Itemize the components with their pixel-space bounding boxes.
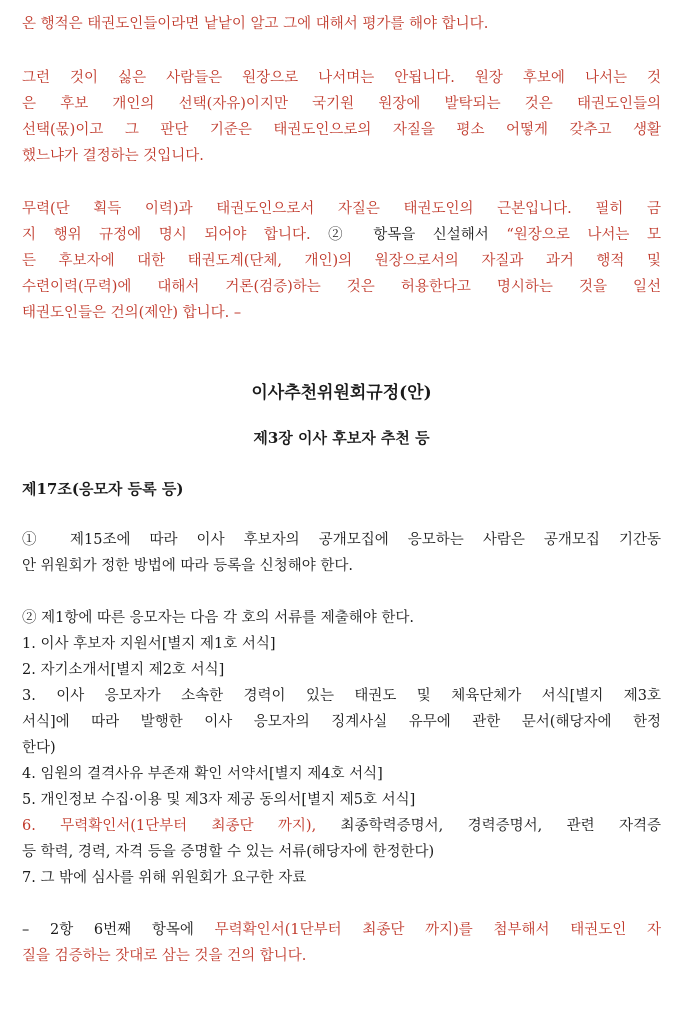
para2-head: ② 제1항에 따른 응모자는 다음 각 호의 서류를 제출해야 한다. — [22, 610, 414, 626]
item-6-red-part: 6. 무력확인서(1단부터 최종단 까지), — [22, 818, 317, 834]
note-line-2: 질을 검증하는 잣대로 삼는 것을 건의 합니다. — [22, 948, 307, 964]
item-4: 4. 임원의 결격사유 부존재 확인 서약서[별지 제4호 서식] — [22, 766, 383, 782]
intro-p2-line-1: 그런 것이 싫은 사람들은 원장으로 나서며는 안됩니다. 원장 후보에 나서는 것 — [22, 70, 661, 86]
intro-p3-line-2-mid: ② 항목을 신설해서 — [328, 227, 489, 243]
intro-p3-line-5: 태권도인들은 건의(제안) 합니다. – — [22, 305, 242, 321]
item-7: 7. 그 밖에 심사를 위해 위원회가 요구한 자료 — [22, 870, 307, 886]
note-line-1 — [22, 920, 661, 940]
intro-p3-line-2-pre: 지 행위 규정에 명시 되어야 합니다. — [22, 227, 311, 243]
note-red-part: 무력확인서(1단부터 최종단 까지)를 첨부해서 태권도인 자 — [193, 922, 661, 938]
intro-p2-line-3: 선택(몫)이고 그 판단 기준은 태권도인으로의 자질을 평소 어떻게 갖추고 생활 — [22, 122, 661, 138]
chapter-title: 제3장 이사 후보자 추천 등 — [253, 429, 430, 447]
item-6-black-part: 최종학력증명서, 경력증명서, 관련 자격증 — [316, 818, 661, 834]
item-6-line-2: 등 학력, 경력, 자격 등을 증명할 수 있는 서류(해당자에 한정한다) — [22, 844, 435, 860]
para1-line-2: 안 위원회가 정한 방법에 따라 등록을 신청해야 한다. — [22, 558, 354, 574]
intro-p3-line-4: 수련이력(무력)에 대해서 거론(검증)하는 것은 허용한다고 명시하는 것을 일선 — [22, 279, 661, 295]
intro-p3-line-2 — [22, 225, 661, 245]
doc-title: 이사추천위원회규정(안) — [251, 383, 432, 403]
item-6-line-1 — [22, 816, 661, 836]
item-3-line-2: 서식]에 따라 발행한 이사 응모자의 징계사실 유무에 관한 문서(해당자에 한정 — [22, 714, 661, 730]
intro-p1-line-1: 온 행적은 태권도인들이라면 낱낱이 알고 그에 대해서 평가를 해야 합니다. — [22, 16, 489, 32]
intro-p2-line-4: 했느냐가 결정하는 것입니다. — [22, 148, 204, 164]
intro-p3-line-2-post: “원장으로 나서는 모 — [506, 227, 662, 243]
item-5: 5. 개인정보 수집·이용 및 제3자 제공 동의서[별지 제5호 서식] — [22, 792, 416, 808]
intro-p2-line-2: 은 후보 개인의 선택(자유)이지만 국기원 원장에 발탁되는 것은 태권도인들의 — [22, 96, 661, 112]
item-2: 2. 자기소개서[별지 제2호 서식] — [22, 662, 225, 678]
item-3-line-3: 한다) — [22, 740, 56, 756]
note-black-part: – 2항 6번째 항목에 — [22, 922, 194, 938]
item-1: 1. 이사 후보자 지원서[별지 제1호 서식] — [22, 636, 276, 652]
para1-line-1: ① 제15조에 따라 이사 후보자의 공개모집에 응모하는 사람은 공개모집 기간동 — [22, 532, 661, 548]
intro-p3-line-3: 든 후보자에 대한 태권도계(단체, 개인)의 원장으로서의 자질과 과거 행적 및 — [22, 253, 661, 269]
article-title: 제17조(응모자 등록 등) — [22, 480, 184, 498]
intro-p3-line-1: 무력(단 획득 이력)과 태권도인으로서 자질은 태권도인의 근본입니다. 필히 금 — [22, 201, 661, 217]
item-3-line-1: 3. 이사 응모자가 소속한 경력이 있는 태권도 및 체육단체가 서식[별지 제3호 — [22, 688, 661, 704]
